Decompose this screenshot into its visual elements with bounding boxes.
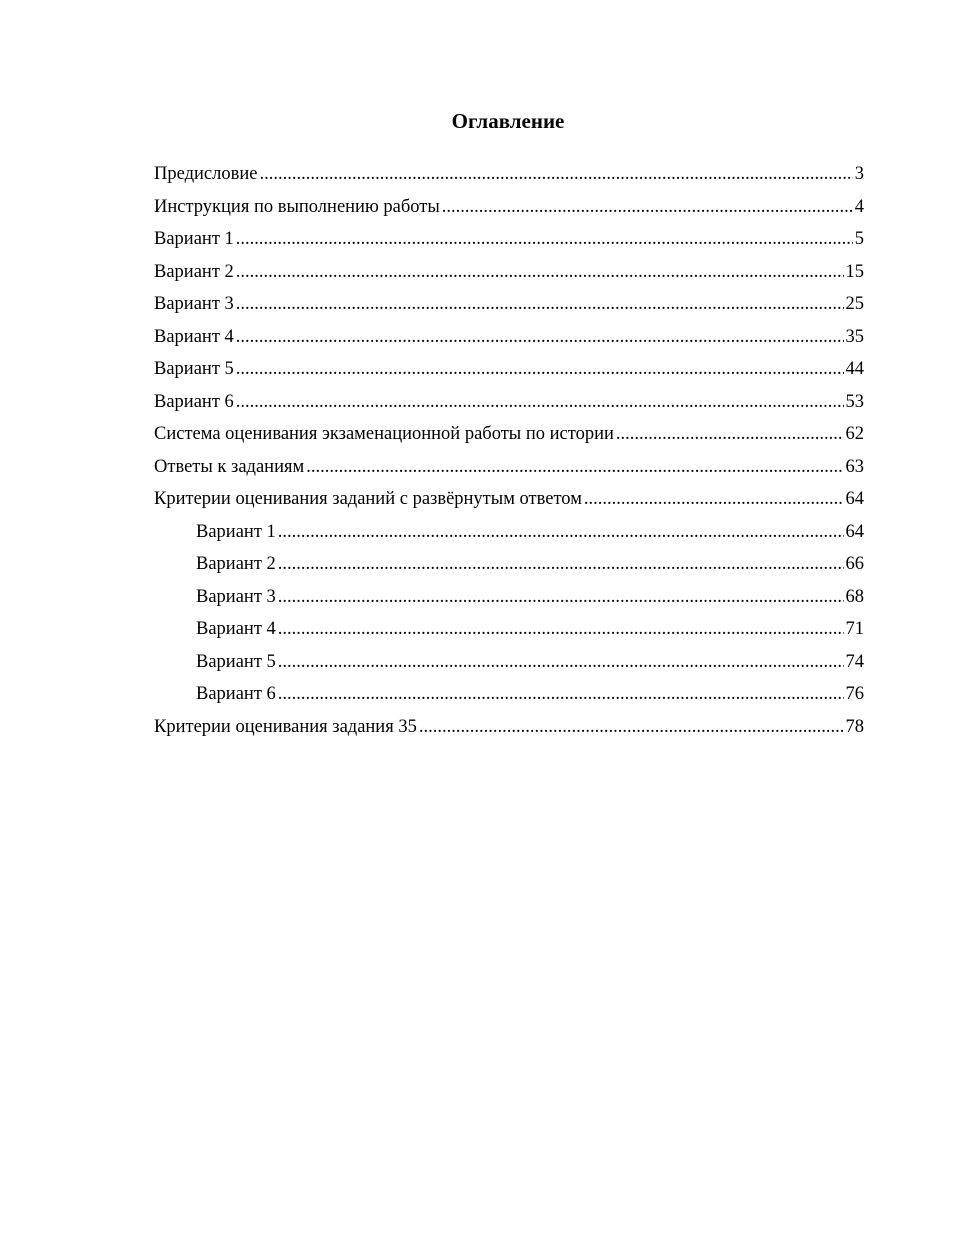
toc-entry-label: Инструкция по выполнению работы (154, 196, 440, 217)
toc-dot-leader (236, 223, 853, 256)
toc-dot-leader (278, 613, 844, 646)
toc-entry-variant-2[interactable] (154, 256, 864, 289)
toc-entry-variant-3[interactable] (154, 288, 864, 321)
toc-entry-label: Критерии оценивания задания 35 (154, 716, 417, 737)
toc-entry-variant-5[interactable] (154, 353, 864, 386)
toc-entry-page: 35 (845, 326, 864, 347)
toc-entry-label: Вариант 1 (154, 229, 234, 249)
toc-entry-page: 71 (845, 619, 864, 639)
toc-dot-leader (278, 548, 844, 581)
toc-entry-label: Вариант 5 (196, 651, 276, 672)
toc-entry-page: 5 (854, 229, 864, 249)
toc-entry-variant-1[interactable] (154, 223, 864, 256)
toc-entry-preface[interactable] (154, 158, 864, 191)
toc-dot-leader (616, 418, 844, 451)
toc-entry-variant-6[interactable] (154, 386, 864, 419)
toc-dot-leader (236, 321, 844, 354)
toc-entry-page: 15 (845, 261, 864, 282)
toc-entry-label: Вариант 6 (196, 684, 276, 704)
toc-entry-page: 66 (845, 554, 864, 574)
toc-entry-label: Критерии оценивания заданий с развёрнутым ответом (154, 489, 582, 509)
toc-dot-leader (236, 288, 844, 321)
toc-dot-leader (278, 646, 844, 679)
toc-dot-leader (584, 483, 844, 516)
toc-dot-leader (236, 386, 844, 419)
toc-entry-task-35-criteria[interactable] (154, 711, 864, 744)
toc-entry-grading-system[interactable] (154, 418, 864, 451)
toc-list (154, 158, 864, 743)
toc-subentry-variant-2[interactable] (154, 548, 864, 581)
toc-dot-leader (419, 711, 844, 744)
toc-entry-answers[interactable] (154, 451, 864, 484)
toc-entry-page: 78 (845, 716, 864, 737)
toc-subentry-variant-4[interactable] (154, 613, 864, 646)
toc-entry-label: Вариант 4 (196, 619, 276, 639)
toc-entry-page: 62 (845, 424, 864, 444)
toc-entry-label: Вариант 5 (154, 359, 234, 379)
toc-entry-label: Вариант 6 (154, 391, 234, 412)
toc-subentry-variant-5[interactable] (154, 646, 864, 679)
toc-entry-page: 64 (845, 521, 864, 542)
toc-title: Оглавление (451, 109, 565, 133)
toc-dot-leader (236, 256, 844, 289)
toc-dot-leader (442, 191, 853, 224)
toc-entry-label: Предисловие (154, 164, 258, 184)
toc-entry-page: 74 (845, 651, 864, 672)
toc-dot-leader (278, 581, 844, 614)
toc-entry-page: 53 (845, 391, 864, 412)
toc-entry-label: Вариант 3 (196, 586, 276, 607)
toc-entry-extended-answer-criteria[interactable] (154, 483, 864, 516)
toc-entry-page: 3 (854, 164, 864, 184)
toc-entry-page: 68 (845, 586, 864, 607)
toc-entry-page: 76 (845, 684, 864, 704)
toc-entry-label: Вариант 3 (154, 294, 234, 314)
toc-dot-leader (306, 451, 843, 484)
toc-dot-leader (278, 678, 844, 711)
toc-entry-label: Система оценивания экзаменационной работы по истории (154, 424, 614, 444)
toc-entry-instructions[interactable] (154, 191, 864, 224)
toc-entry-page: 44 (845, 359, 864, 379)
toc-entry-variant-4[interactable] (154, 321, 864, 354)
toc-entry-page: 64 (845, 489, 864, 509)
toc-entry-page: 25 (845, 294, 864, 314)
toc-dot-leader (236, 353, 844, 386)
toc-subentry-variant-3[interactable] (154, 581, 864, 614)
toc-subentry-variant-1[interactable] (154, 516, 864, 549)
toc-dot-leader (278, 516, 844, 549)
toc-entry-label: Вариант 2 (196, 554, 276, 574)
toc-entry-page: 63 (845, 456, 864, 477)
toc-entry-label: Вариант 1 (196, 521, 276, 542)
toc-entry-label: Ответы к заданиям (154, 456, 305, 477)
toc-entry-page: 4 (854, 196, 864, 217)
toc-subentry-variant-6[interactable] (154, 678, 864, 711)
toc-entry-label: Вариант 2 (154, 261, 234, 282)
toc-entry-label: Вариант 4 (154, 326, 234, 347)
toc-dot-leader (259, 158, 852, 191)
